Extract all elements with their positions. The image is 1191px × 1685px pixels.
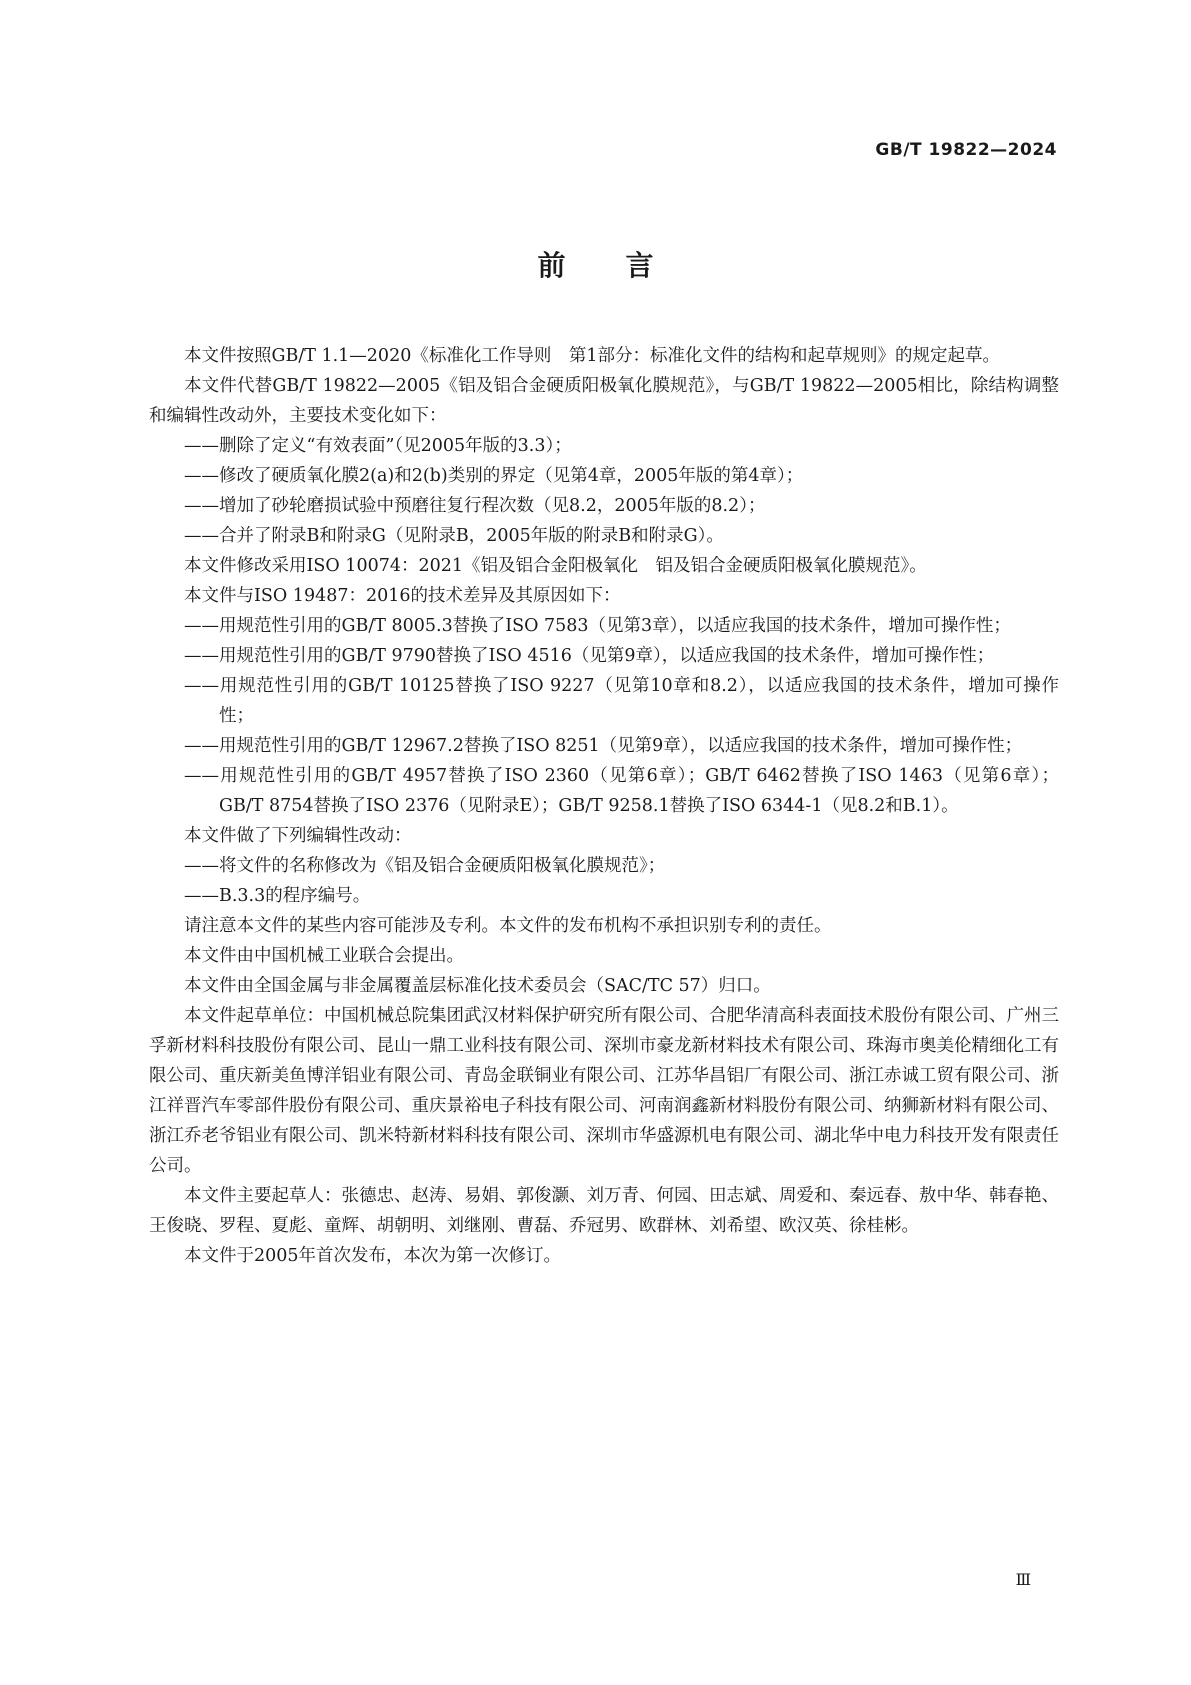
- paragraph-history: 本文件于2005年首次发布，本次为第一次修订。: [184, 1246, 562, 1266]
- paragraph-drafters: 本文件主要起草人：张德忠、赵涛、易娟、郭俊灏、刘万青、何园、田志斌、周爱和、秦远春、敖中华、韩春艳、王俊晓、罗程、夏彪、童辉、胡朝明、刘继刚、曹磊、乔冠男、欧群林、刘希望、欧汉英、徐桂彬。: [149, 1186, 1059, 1236]
- paragraph-drafting-rules: 本文件按照GB/T 1.1—2020《标准化工作导则 第1部分：标准化文件的结构和起草规则》的规定起草。: [184, 346, 1000, 366]
- foreword-body: [149, 341, 1059, 1271]
- paragraph-replacement: 本文件代替GB/T 19822—2005《铝及铝合金硬质阳极氧化膜规范》，与GB/T 19822—2005相比，除结构调整和编辑性改动外，主要技术变化如下：: [149, 376, 1059, 426]
- list-item: ——增加了砂轮磨损试验中预磨往复行程次数（见8.2，2005年版的8.2）；: [184, 496, 766, 516]
- paragraph-editorial-changes: 本文件做了下列编辑性改动：: [184, 826, 412, 846]
- paragraph-proposer: 本文件由中国机械工业联合会提出。: [184, 946, 464, 966]
- list-item: ——用规范性引用的GB/T 12967.2替换了ISO 8251（见第9章），以适应我国的技术条件，增加可操作性；: [184, 736, 1023, 756]
- list-item: ——用规范性引用的GB/T 8005.3替换了ISO 7583（见第3章），以适应我国的技术条件，增加可操作性；: [184, 616, 1011, 636]
- list-item: ——将文件的名称修改为《铝及铝合金硬质阳极氧化膜规范》；: [184, 856, 666, 876]
- list-item: ——用规范性引用的GB/T 10125替换了ISO 9227（见第10章和8.2），以适应我国的技术条件，增加可操作性；: [184, 676, 1059, 726]
- page-number: Ⅲ: [1015, 1570, 1031, 1589]
- list-item: ——用规范性引用的GB/T 4957替换了ISO 2360（见第6章）；GB/T 6462替换了ISO 1463（见第6章）；GB/T 8754替换了ISO 2376（见附录E）；GB/T 9258.1替换了ISO 6344-1（见8.2和B.1）。: [184, 766, 1059, 816]
- list-item: ——修改了硬质氧化膜2(a)和2(b)类别的界定（见第4章，2005年版的第4章）；: [184, 466, 804, 486]
- paragraph-iso-adoption: 本文件修改采用ISO 10074：2021《铝及铝合金阳极氧化 铝及铝合金硬质阳极氧化膜规范》。: [184, 556, 927, 576]
- paragraph-patent-notice: 请注意本文件的某些内容可能涉及专利。本文件的发布机构不承担识别专利的责任。: [184, 916, 832, 936]
- standard-code: GB/T 19822—2024: [875, 140, 1057, 160]
- paragraph-technical-differences: 本文件与ISO 19487：2016的技术差异及其原因如下：: [184, 586, 621, 606]
- list-item: ——删除了定义“有效表面”（见2005年版的3.3）；: [184, 436, 572, 456]
- page-title: 前言: [537, 249, 714, 282]
- paragraph-committee: 本文件由全国金属与非金属覆盖层标准化技术委员会（SAC/TC 57）归口。: [184, 976, 771, 996]
- list-item: ——用规范性引用的GB/T 9790替换了ISO 4516（见第9章），以适应我国的技术条件，增加可操作性；: [184, 646, 995, 666]
- list-item: ——合并了附录B和附录G（见附录B，2005年版的附录B和附录G）。: [184, 526, 724, 546]
- list-item: ——B.3.3的程序编号。: [184, 886, 371, 906]
- paragraph-drafting-units: 本文件起草单位：中国机械总院集团武汉材料保护研究所有限公司、合肥华清高科表面技术股份有限公司、广州三孚新材料科技股份有限公司、昆山一鼎工业科技有限公司、深圳市豪龙新材料技术有限公司、珠海市奥美伦精细化工有限公司、重庆新美鱼博洋铝业有限公司、青岛金联铜业有限公司、江苏华昌铝厂有限公司、浙江赤诚工贸有限公司、浙江祥晋汽车零部件股份有限公司、重庆景裕电子科技有限公司、河南润鑫新材料股份有限公司、纳狮新材料有限公司、浙江乔老爷铝业有限公司、凯米特新材料科技有限公司、深圳市华盛源机电有限公司、湖北华中电力科技开发有限责任公司。: [149, 1006, 1059, 1176]
